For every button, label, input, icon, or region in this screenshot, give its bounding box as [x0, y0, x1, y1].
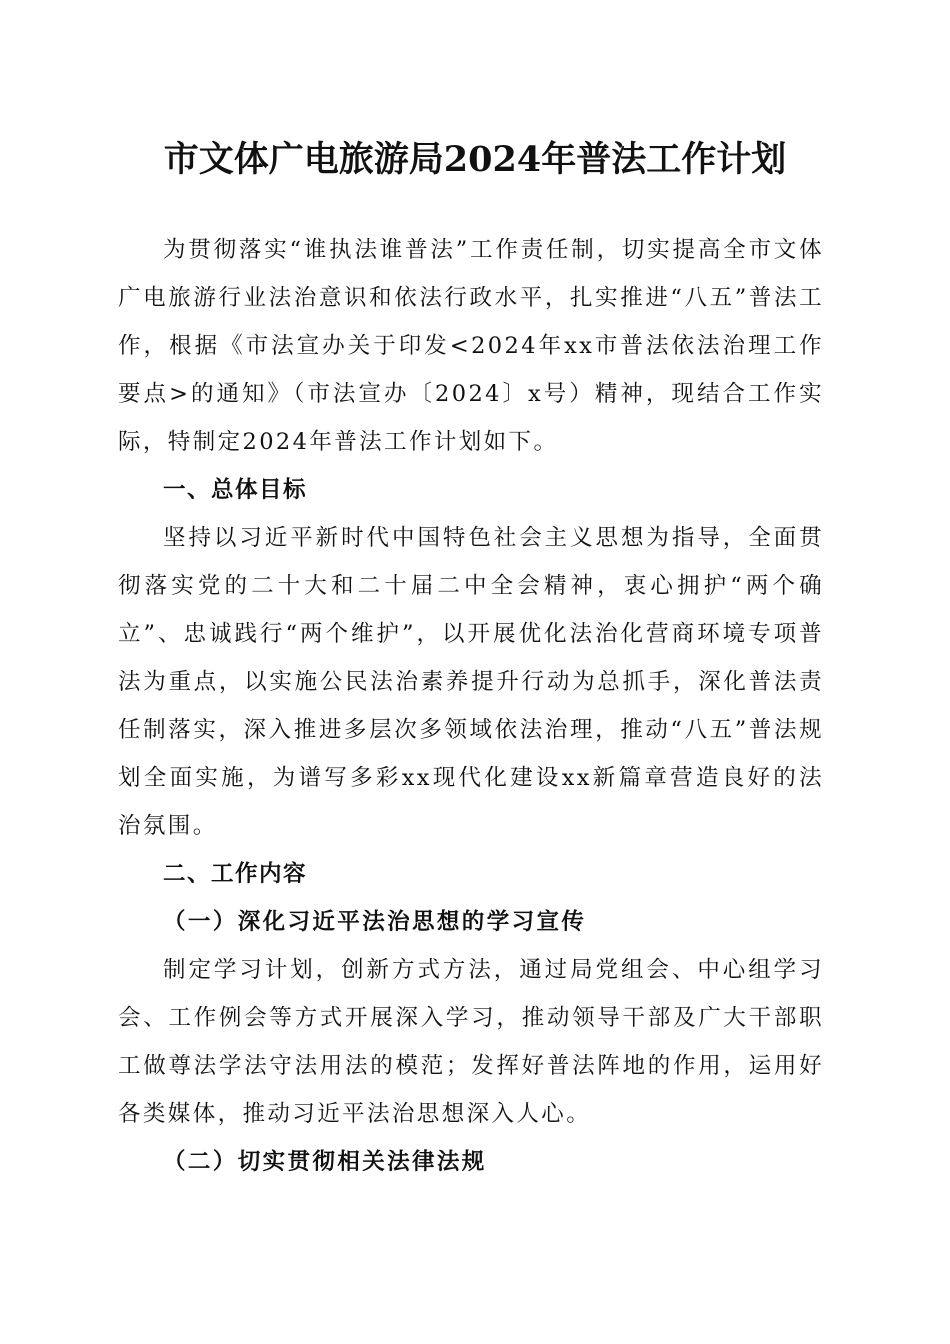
section-heading-work-content: 二、工作内容: [163, 861, 308, 887]
intro-paragraph: 为贯彻落实“谁执法谁普法”工作责任制，切实提高全市文体广电旅游行业法治意识和依法行政水平，扎实推进“八五”普法工作，根据《市法宣办关于印发<2024年xx市普法依法治理工作要点>的通知》（市法宣办〔2024〕x号）精神，现结合工作实际，特制定2024年普法工作计划如下。: [118, 237, 824, 455]
subsection-heading-2: （二）切实贯彻相关法律法规: [163, 1149, 487, 1175]
subsection-1-paragraph: 制定学习计划，创新方式方法，通过局党组会、中心组学习会、工作例会等方式开展深入学习，推动领导干部及广大干部职工做尊法学法守法用法的模范；发挥好普法阵地的作用，运用好各类媒体，推动习近平法治思想深入人心。: [118, 957, 824, 1127]
document-title: 市文体广电旅游局2024年普法工作计划: [163, 139, 787, 180]
document-body: [118, 226, 824, 1186]
subsection-heading-1: （一）深化习近平法治思想的学习宣传: [163, 909, 587, 935]
section-heading-overall-goal: 一、总体目标: [163, 477, 308, 503]
overall-goal-paragraph: 坚持以习近平新时代中国特色社会主义思想为指导，全面贯彻落实党的二十大和二十届二中全会精神，衷心拥护“两个确立”、忠诚践行“两个维护”，以开展优化法治化营商环境专项普法为重点，以实施公民法治素养提升行动为总抓手，深化普法责任制落实，深入推进多层次多领域依法治理，推动“八五”普法规划全面实施，为谱写多彩xx现代化建设xx新篇章营造良好的法治氛围。: [118, 525, 824, 839]
